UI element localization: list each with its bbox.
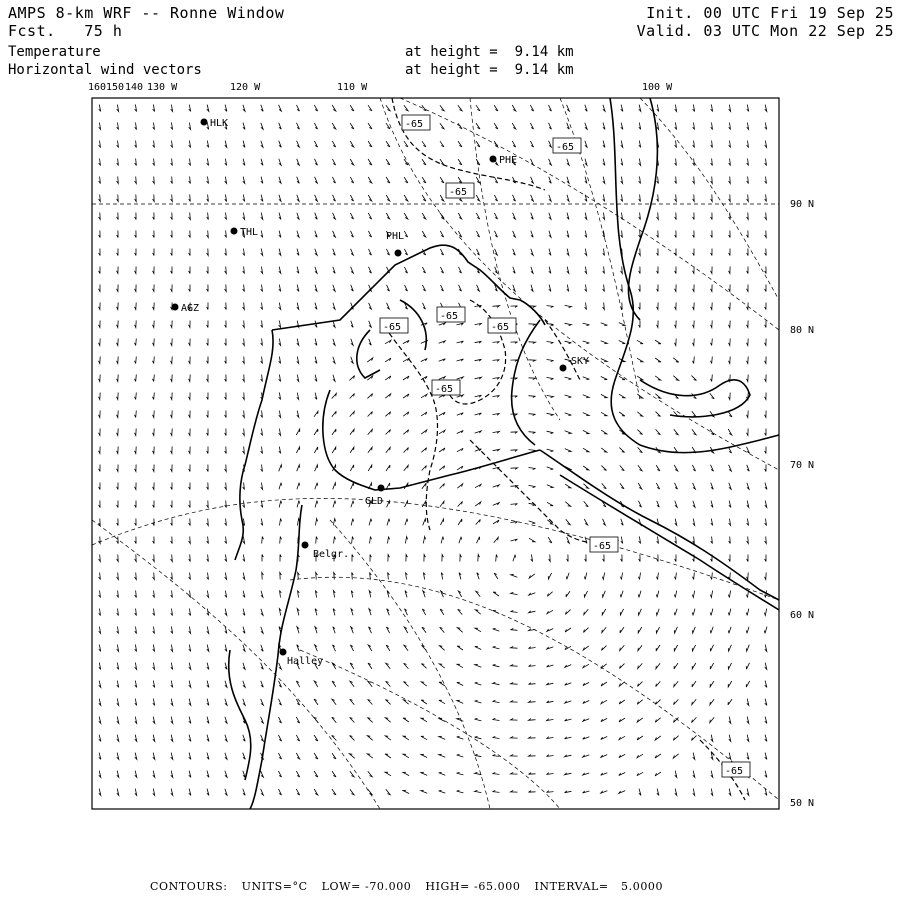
station-marker bbox=[231, 228, 238, 235]
latitude-label: 50 N bbox=[790, 798, 815, 809]
station-marker bbox=[378, 485, 385, 492]
station-label: SKY bbox=[571, 356, 590, 367]
station-marker bbox=[490, 156, 497, 163]
contour-label bbox=[590, 537, 618, 552]
longitude-label: 140 bbox=[125, 82, 144, 93]
station-marker bbox=[560, 365, 567, 372]
longitude-label: 160 bbox=[88, 82, 107, 93]
latitude-label: 60 N bbox=[790, 610, 815, 621]
station-marker bbox=[395, 250, 402, 257]
map-title: AMPS 8-km WRF -- Ronne Window bbox=[8, 4, 285, 22]
contour-label-text: -65 bbox=[491, 322, 510, 333]
longitude-label: 120 W bbox=[230, 82, 261, 93]
latitude-label: 90 N bbox=[790, 199, 815, 210]
latitude-label: 80 N bbox=[790, 325, 815, 336]
contour-label-text: -65 bbox=[440, 311, 459, 322]
footer-low: LOW= -70.000 bbox=[321, 880, 412, 893]
station-marker bbox=[280, 649, 287, 656]
contour-label bbox=[380, 318, 408, 333]
longitude-label: 150 bbox=[106, 82, 125, 93]
station-label: Belgr. bbox=[313, 549, 350, 560]
contour-label-text: -65 bbox=[725, 766, 744, 777]
station-label: GLD bbox=[365, 496, 384, 507]
longitude-label: 100 W bbox=[642, 82, 673, 93]
contour-info bbox=[150, 880, 677, 893]
station-label: Halley bbox=[287, 656, 324, 667]
height-temperature: at height = 9.14 km bbox=[405, 44, 574, 60]
contour-label-text: -65 bbox=[556, 142, 575, 153]
station-marker bbox=[302, 542, 309, 549]
footer-interval: INTERVAL= 5.0000 bbox=[534, 880, 664, 893]
station-label: THL bbox=[240, 227, 259, 238]
contour-label-text: -65 bbox=[383, 322, 402, 333]
station-label: PHE bbox=[499, 155, 518, 166]
contour-label bbox=[553, 138, 581, 153]
longitude-label: 110 W bbox=[337, 82, 368, 93]
longitude-labels bbox=[88, 82, 673, 93]
longitude-label: 130 W bbox=[147, 82, 178, 93]
contour-label bbox=[432, 380, 460, 395]
contour-label bbox=[402, 115, 430, 130]
field-wind: Horizontal wind vectors bbox=[8, 62, 202, 78]
footer-contours: CONTOURS: bbox=[150, 880, 228, 893]
contour-label bbox=[446, 183, 474, 198]
init-time: Init. 00 UTC Fri 19 Sep 25 bbox=[646, 4, 894, 22]
contour-label-text: -65 bbox=[593, 541, 612, 552]
contour-label bbox=[437, 307, 465, 322]
valid-time: Valid. 03 UTC Mon 22 Sep 25 bbox=[636, 22, 894, 40]
forecast-hour: Fcst. 75 h bbox=[8, 22, 123, 40]
contour-label bbox=[488, 318, 516, 333]
contour-label-text: -65 bbox=[435, 384, 454, 395]
field-temperature: Temperature bbox=[8, 44, 101, 60]
station-marker bbox=[201, 119, 208, 126]
contour-label-text: -65 bbox=[449, 187, 468, 198]
contour-label-text: -65 bbox=[405, 119, 424, 130]
latitude-label: 70 N bbox=[790, 460, 815, 471]
station-label: PHL bbox=[386, 231, 405, 242]
station-marker bbox=[172, 304, 179, 311]
latitude-labels bbox=[790, 199, 814, 809]
footer-units: UNITS=°C bbox=[241, 880, 308, 893]
station-label: AGZ bbox=[181, 303, 200, 314]
contour-label bbox=[722, 762, 750, 777]
footer-high: HIGH= -65.000 bbox=[425, 880, 521, 893]
station-label: HLK bbox=[210, 118, 229, 129]
height-wind: at height = 9.14 km bbox=[405, 62, 574, 78]
